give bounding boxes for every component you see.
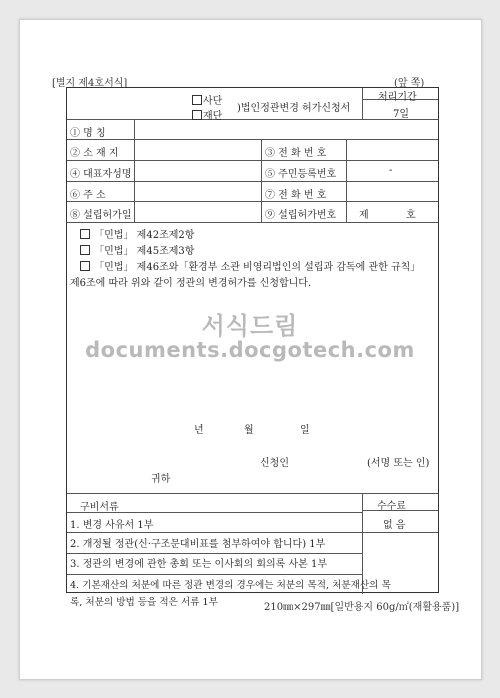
law-statement: 제6조에 따라 위와 같이 정관의 변경허가를 신청합니다. xyxy=(70,278,312,289)
phone-2-label: ⑦ 전 화 번 호 xyxy=(265,190,327,201)
establishment-number-label: ⑨ 설립허가번호 xyxy=(265,210,337,221)
date-month: 월 xyxy=(244,425,254,436)
documents-header: 구비서류 xyxy=(80,502,119,513)
divider xyxy=(362,88,363,120)
checkbox-icon[interactable] xyxy=(80,261,90,271)
document-item: 록, 처분의 방법 등을 적은 서류 1부 xyxy=(70,597,218,608)
paper-spec: 210㎜×297㎜[일반용지 60g/㎡(재활용품)] xyxy=(264,602,460,613)
checkbox-icon[interactable] xyxy=(192,110,202,120)
form-title: )법인정관변경 허가신청서 xyxy=(237,103,351,114)
divider xyxy=(67,493,438,494)
divider xyxy=(67,181,438,182)
divider xyxy=(67,574,362,575)
document-item: 1. 변경 사유서 1부 xyxy=(70,520,154,531)
establishment-number-prefix: 제 xyxy=(359,210,369,221)
fee-label: 수수료 xyxy=(377,501,406,512)
divider xyxy=(134,119,135,222)
resident-number-label: ⑤ 주민등록번호 xyxy=(265,169,337,180)
representative-name-label: ④ 대표자성명 xyxy=(70,169,132,180)
signature-note: (서명 또는 인) xyxy=(367,458,430,469)
fee-value: 없 음 xyxy=(383,520,406,531)
divider xyxy=(67,201,438,202)
law-option-2[interactable]: 「민법」 제45조제3항 xyxy=(80,242,194,257)
processing-period-label: 처리기간 xyxy=(378,92,417,103)
watermark-title: 서식드림 xyxy=(201,312,299,340)
processing-period-value: 7일 xyxy=(393,109,410,120)
resident-number-separator: - xyxy=(389,165,393,176)
location-label: ② 소 재 지 xyxy=(70,148,119,159)
date-year: 년 xyxy=(194,425,204,436)
date-day: 일 xyxy=(300,425,310,436)
divider xyxy=(67,119,438,120)
law-option-3[interactable]: 「민법」 제46조와「환경부 소관 비영리법인의 설립과 감독에 관한 규칙」 xyxy=(80,258,420,273)
corp-type-option-2[interactable]: 재단 xyxy=(192,107,222,122)
document-item: 2. 개정될 정관(신·구조문대비표를 첨부하여야 합니다) 1부 xyxy=(70,539,326,550)
watermark-url: documents.docgotech.com xyxy=(85,338,415,362)
checkbox-icon[interactable] xyxy=(80,245,90,255)
name-label: ① 명 칭 xyxy=(70,128,106,139)
checkbox-icon[interactable] xyxy=(192,95,202,105)
divider xyxy=(67,553,362,554)
page-side: (앞 쪽) xyxy=(394,78,425,89)
establishment-date-label: ⑧ 설립허가일 xyxy=(70,210,132,221)
divider xyxy=(67,222,438,223)
divider xyxy=(67,139,438,140)
law-option-1[interactable]: 「민법」 제42조제2항 xyxy=(80,226,194,241)
document-item: 4. 기본재산의 처분에 따른 정관 변경의 경우에는 처분의 목적, 처분재산의 목 xyxy=(70,580,391,591)
divider xyxy=(346,139,347,222)
checkbox-icon[interactable] xyxy=(80,229,90,239)
corp-type-option-1[interactable]: 사단 xyxy=(192,92,222,107)
recipient-label: 귀하 xyxy=(151,474,171,485)
divider xyxy=(67,160,438,161)
form-id: [별지 제4호서식] xyxy=(52,78,128,89)
divider xyxy=(261,139,262,222)
applicant-label: 신청인 xyxy=(260,458,289,469)
establishment-number-suffix: 호 xyxy=(406,210,416,221)
address-label: ⑥ 주 소 xyxy=(70,190,106,201)
divider xyxy=(67,532,438,533)
document-item: 3. 정관의 변경에 관한 총회 또는 이사회의 회의록 사본 1부 xyxy=(70,559,328,570)
phone-label: ③ 전 화 번 호 xyxy=(265,148,327,159)
